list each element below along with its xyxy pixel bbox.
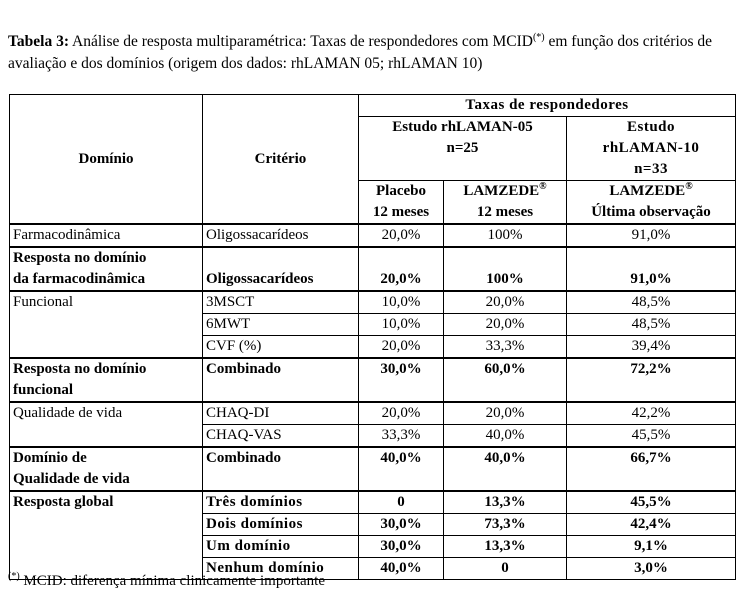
table-row: Resposta no domínio da farmacodinâmica Oligossacarídeos 20,0% 100% 91,0% [10,247,736,291]
header-estudo05: Estudo rhLAMAN-05 n=25 [359,117,567,181]
table-row: Resposta no domínio funcional Combinado 30,0% 60,0% 72,2% [10,358,736,402]
table-row: Qualidade de vida CHAQ-DI 20,0% 20,0% 42,2% [10,402,736,425]
header-taxas: Taxas de respondedores [359,95,736,117]
caption-label: Tabela 3: [8,33,70,50]
header-lamzede-10: LAMZEDE® Última observação [567,181,736,225]
footnote: (*) MCID: diferença mínima clinicamente importante [8,571,325,589]
table-row: Dois domínios 30,0% 73,3% 42,4% [10,514,736,536]
responders-table [9,94,736,580]
header-estudo10: Estudo rhLAMAN-10 n=33 [567,117,736,181]
header-dominio: Domínio [10,95,203,225]
caption-sup: (*) [532,31,545,43]
table-row: Domínio de Qualidade de vida Combinado 40,0% 40,0% 66,7% [10,447,736,491]
caption-text-2: em função dos critérios de avaliação e dos domínios (origem dos dados: rhLAMAN 05; rhLAMAN 10) [8,33,713,72]
header-placebo: Placebo 12 meses [359,181,444,225]
table-row: Funcional 3MSCT 10,0% 20,0% 48,5% [10,291,736,314]
table-row: Nenhum domínio 40,0% 0 3,0% [10,558,736,580]
caption-text: Análise de resposta multiparamétrica: Taxas de respondedores com MCID [69,33,533,50]
table-row: Resposta global Três domínios 0 13,3% 45,5% [10,491,736,514]
header-criterio: Critério [203,95,359,225]
table-row: 6MWT 10,0% 20,0% 48,5% [10,314,736,336]
table-row: Um domínio 30,0% 13,3% 9,1% [10,536,736,558]
table-row: Farmacodinâmica Oligossacarídeos 20,0% 100% 91,0% [10,224,736,247]
table-caption [8,31,753,75]
table-row: CVF (%) 20,0% 33,3% 39,4% [10,336,736,359]
header-lamzede-05: LAMZEDE® 12 meses [444,181,567,225]
table-row: CHAQ-VAS 33,3% 40,0% 45,5% [10,425,736,448]
